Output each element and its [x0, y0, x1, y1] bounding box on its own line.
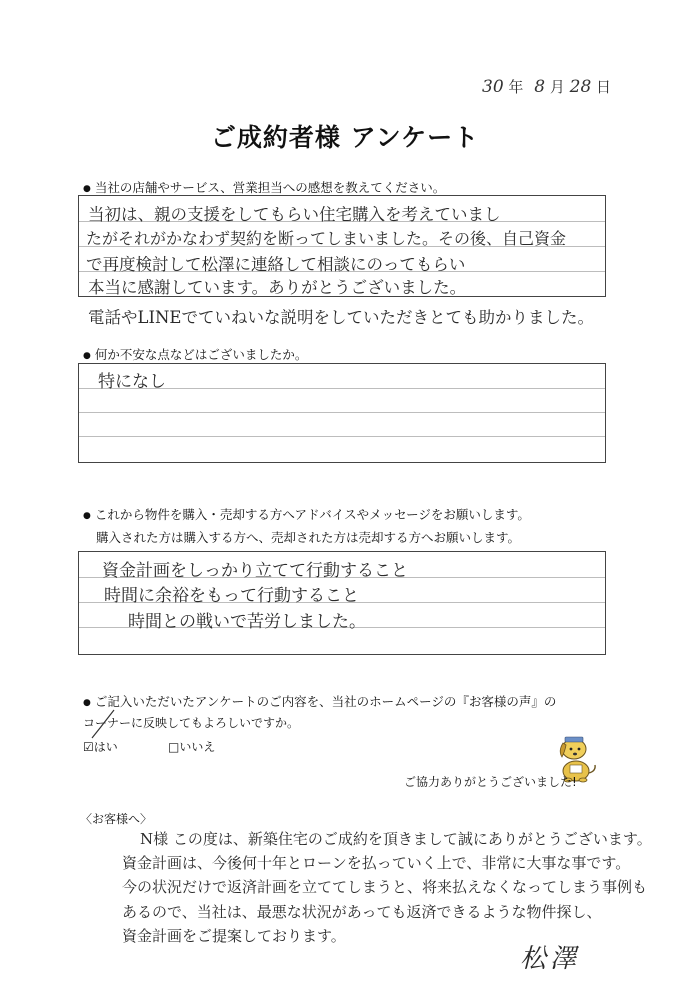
question-impression: ● 当社の店舗やサービス、営業担当への感想を教えてください。 [83, 178, 445, 196]
checkbox-unchecked-icon[interactable]: □ [168, 740, 180, 754]
answer-impression-line-1: 当初は、親の支援をしてもらい住宅購入を考えていまし [88, 205, 501, 224]
question-advice: ● これから物件を購入・売却する方へアドバイスやメッセージをお願いします。 [83, 505, 530, 523]
date-month-value: 8 [534, 77, 546, 97]
reply-line-2: 資金計画は、今後何十年とローンを払っていく上で、非常に大事な事です。 [122, 854, 631, 872]
reply-line-5: 資金計画をご提案しております。 [122, 927, 346, 945]
thanks-message: ご協力ありがとうございました! [404, 775, 577, 789]
date-year-value: 30 [482, 77, 504, 97]
page-title: ご成約者様 アンケート [210, 123, 480, 152]
answer-concerns-line-1: 特になし [98, 372, 166, 392]
checkbox-checked-icon[interactable]: ☑ [83, 740, 94, 754]
date-day-unit: 日 [596, 78, 612, 96]
date-year-unit: 年 [508, 78, 524, 96]
question-publish: ● ご記入いただいたアンケートのご内容を、当社のホームページの『お客様の声』の [83, 692, 556, 710]
reply-signature: 松澤 [520, 944, 581, 974]
answer-impression-line-5: 電話やLINEでていねいな説明をしていただきとても助かりました。 [88, 308, 594, 327]
question-concerns: ● 何か不安な点などはございましたか。 [83, 345, 307, 363]
answer-impression-line-3: で再度検討して松澤に連絡して相談にのってもらい [86, 255, 466, 274]
question-publish-line-2: コーナーに反映してもよろしいですか。 [83, 716, 300, 730]
handwritten-check-stroke [90, 708, 116, 742]
reply-line-3: 今の状況だけで返済計画を立ててしまうと、将来払えなくなってしまう事例も [122, 878, 648, 896]
publish-yes-label: はい [93, 740, 118, 754]
date-day-value: 28 [569, 77, 592, 97]
publish-no-label: いいえ [179, 740, 216, 754]
date-field [482, 76, 611, 97]
publish-option-yes[interactable] [83, 738, 118, 755]
answer-impression-line-2: たがそれがかなわず契約を断ってしまいました。その後、自己資金 [86, 229, 567, 248]
reply-line-1: N様 この度は、新築住宅のご成約を頂きまして誠にありがとうございます。 [140, 830, 652, 848]
date-month-unit: 月 [549, 78, 565, 96]
answer-impression-line-4: 本当に感謝しています。ありがとうございました。 [88, 278, 467, 297]
publish-option-no[interactable] [168, 738, 215, 755]
question-advice-note: 購入された方は購入する方へ、売却された方は売却する方へお願いします。 [96, 530, 521, 545]
answer-advice-line-1: 資金計画をしっかり立てて行動すること [102, 561, 408, 581]
answer-advice-line-2: 時間に余裕をもって行動すること [104, 586, 359, 606]
reply-line-4: あるので、当社は、最悪な状況があっても返済できるような物件探し、 [122, 903, 602, 921]
reply-heading: 〈お客様へ〉 [80, 812, 153, 826]
answer-advice-line-3: 時間との戦いで苦労しました。 [128, 612, 366, 632]
